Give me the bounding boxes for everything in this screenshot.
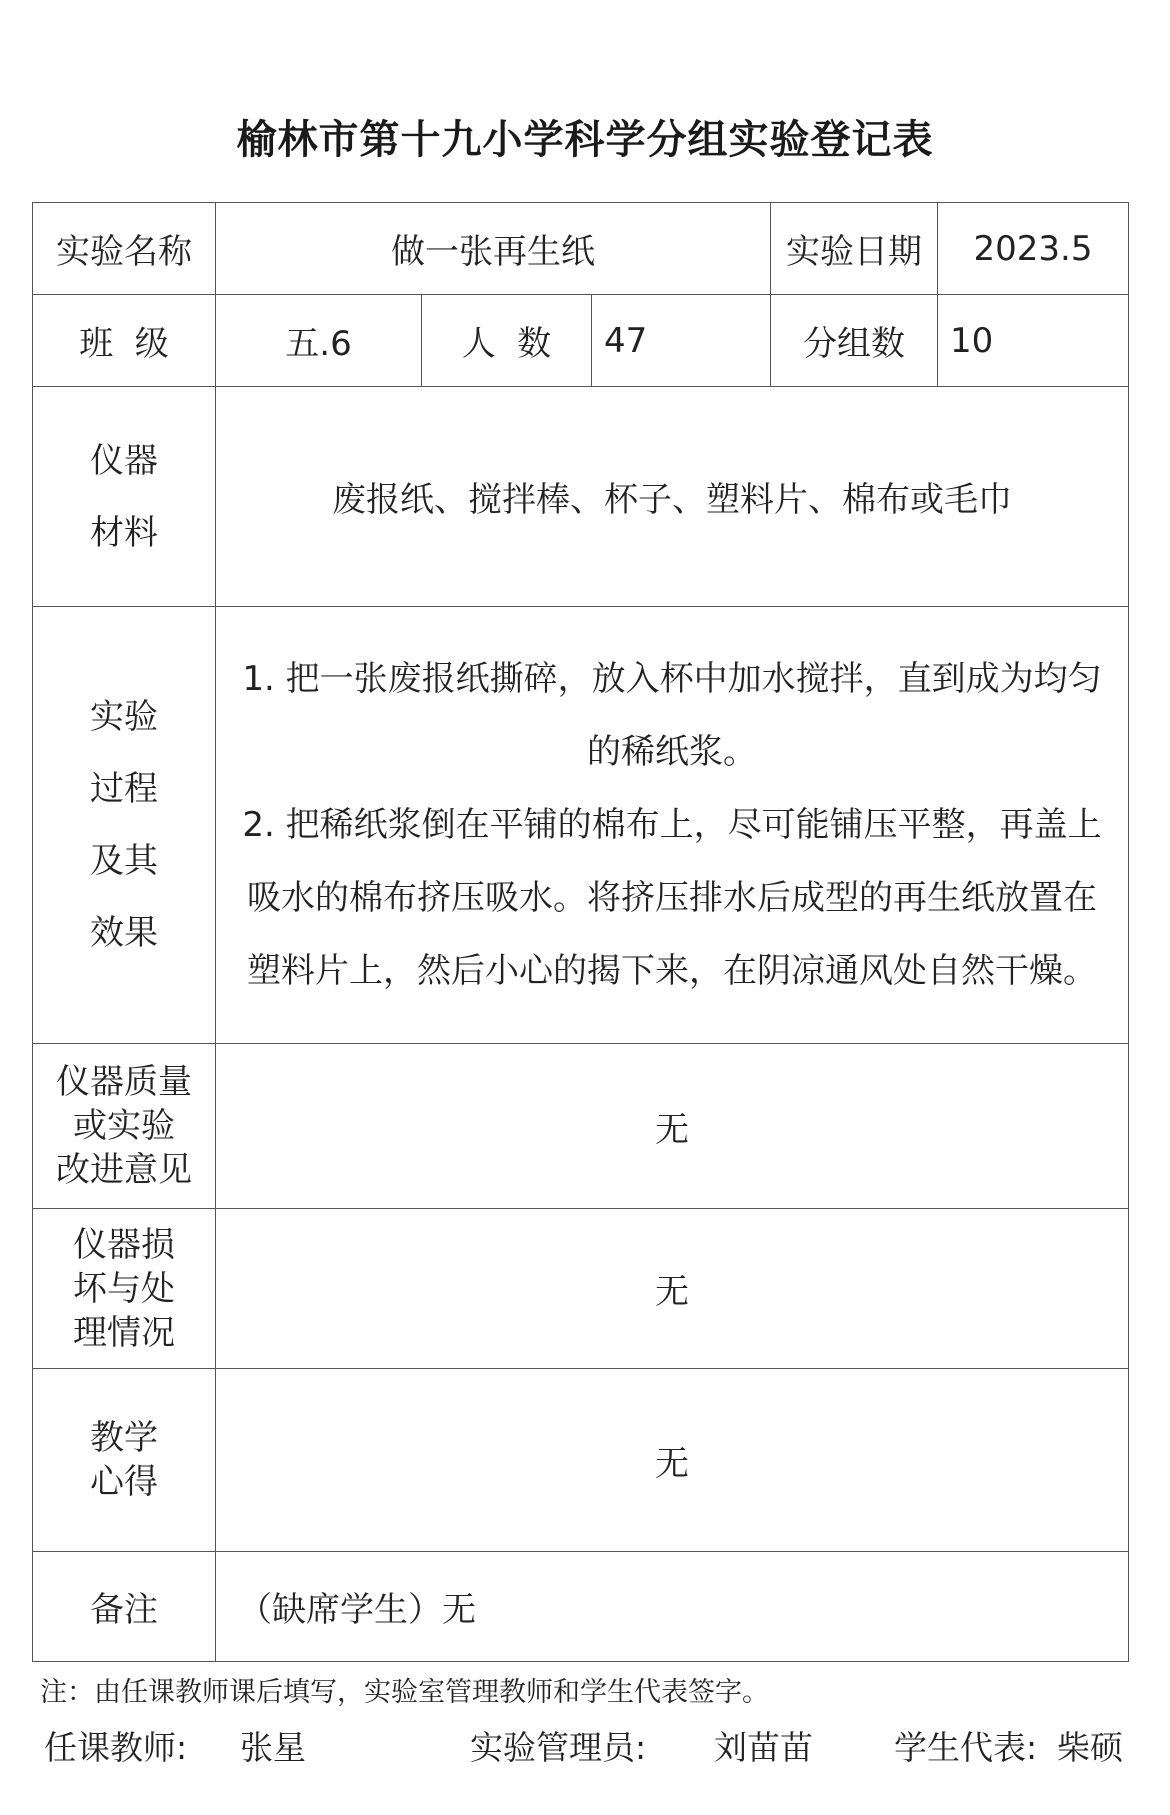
experiment-name-value[interactable]: 做一张再生纸 [216, 203, 771, 295]
quality-label-line: 改进意见 [56, 1150, 192, 1190]
experiment-date-label: 实验日期 [771, 203, 938, 295]
student-sign-label: 学生代表: [894, 1728, 1038, 1767]
experiment-name-label: 实验名称 [33, 203, 216, 295]
experiment-date-value[interactable]: 2023.5 [938, 203, 1129, 295]
row-remarks [33, 1552, 1129, 1662]
process-value[interactable] [216, 607, 1129, 1044]
teaching-label [33, 1369, 216, 1552]
class-label: 班 级 [33, 295, 216, 387]
teaching-value[interactable]: 无 [216, 1369, 1129, 1552]
materials-label-line: 仪器 [90, 440, 158, 481]
process-label-line: 及其 [90, 841, 158, 881]
materials-label-line: 材料 [90, 512, 158, 553]
footnote: 注：由任课教师课后填写，实验室管理教师和学生代表签字。 [40, 1677, 769, 1708]
teacher-sign-name[interactable]: 张星 [240, 1728, 306, 1767]
class-value[interactable]: 五.6 [216, 295, 422, 387]
group-count-label: 分组数 [771, 295, 938, 387]
damage-label [33, 1209, 216, 1369]
row-quality [33, 1044, 1129, 1209]
materials-label [33, 387, 216, 607]
quality-label-line: 仪器质量 [56, 1062, 192, 1102]
admin-sign-label: 实验管理员: [470, 1728, 647, 1767]
student-count-label: 人 数 [422, 295, 592, 387]
admin-sign-name[interactable]: 刘苗苗 [714, 1728, 813, 1767]
student-count-value[interactable]: 47 [592, 295, 771, 387]
teaching-label-line: 教学 [90, 1418, 158, 1458]
group-count-value[interactable]: 10 [938, 295, 1129, 387]
row-damage [33, 1209, 1129, 1369]
student-sign-name[interactable]: 柴硕 [1057, 1728, 1123, 1767]
remarks-label: 备注 [33, 1552, 216, 1662]
damage-label-line: 坏与处 [73, 1268, 175, 1309]
process-step-2: 2. 把稀纸浆倒在平铺的棉布上，尽可能铺压平整，再盖上吸水的棉布挤压吸水。将挤压排水后成型的再生纸放置在塑料片上，然后小心的揭下来，在阴凉通风处自然干燥。 [242, 804, 1102, 991]
damage-value[interactable]: 无 [216, 1209, 1129, 1369]
materials-value[interactable]: 废报纸、搅拌棒、杯子、塑料片、棉布或毛巾 [216, 387, 1129, 607]
row-experiment-name [33, 203, 1129, 295]
row-process [33, 607, 1129, 1044]
process-label-line: 效果 [90, 913, 158, 953]
process-step-1: 1. 把一张废报纸撕碎，放入杯中加水搅拌，直到成为均匀的稀纸浆。 [242, 658, 1102, 772]
damage-label-line: 仪器损 [73, 1224, 175, 1265]
quality-value[interactable]: 无 [216, 1044, 1129, 1209]
remarks-value[interactable]: （缺席学生）无 [216, 1552, 1129, 1662]
quality-label [33, 1044, 216, 1209]
process-label-line: 实验 [90, 697, 158, 737]
process-label [33, 607, 216, 1044]
teaching-label-line: 心得 [90, 1462, 158, 1502]
damage-label-line: 理情况 [73, 1312, 175, 1353]
page-title: 榆林市第十九小学科学分组实验登记表 [236, 117, 934, 163]
row-teaching [33, 1369, 1129, 1552]
registration-table [32, 202, 1129, 1662]
teacher-sign-label: 任课教师: [44, 1728, 188, 1767]
row-class-info [33, 295, 1129, 387]
row-materials [33, 387, 1129, 607]
process-label-line: 过程 [90, 769, 158, 809]
quality-label-line: 或实验 [73, 1106, 175, 1146]
